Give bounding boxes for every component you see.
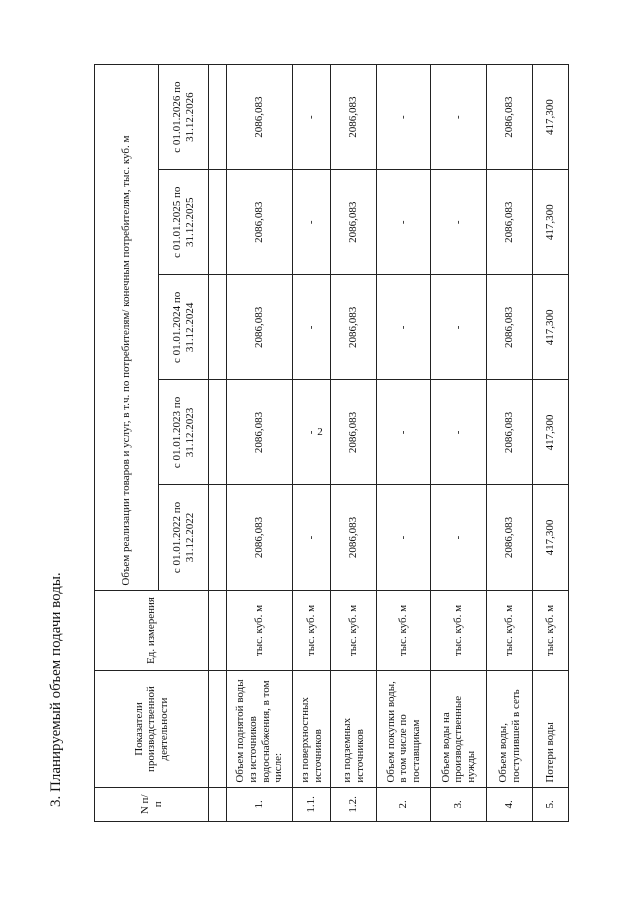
header-indicator: Показатели производственной деятельности	[95, 671, 209, 787]
rotated-page-content	[40, 52, 600, 852]
table-row	[487, 65, 533, 822]
row-value: -	[377, 170, 431, 275]
row-number: 1.2.	[331, 787, 377, 821]
row-value: 2086,083	[331, 380, 377, 485]
column-number	[209, 671, 227, 787]
column-number	[209, 275, 227, 380]
row-indicator: Объем воды на производственные нужды	[431, 671, 487, 787]
row-value: -	[377, 380, 431, 485]
row-value: -	[431, 380, 487, 485]
row-value: -	[431, 275, 487, 380]
row-value: 2086,083	[487, 485, 533, 590]
section-title: 3. Планируемый объем подачи воды.	[48, 572, 64, 807]
row-value: -	[377, 275, 431, 380]
row-number: 3.	[431, 787, 487, 821]
row-value: 2086,083	[487, 65, 533, 170]
row-value: -	[293, 380, 331, 485]
header-period: с 01.01.2023 по 31.12.2023	[159, 380, 209, 485]
row-number: 1.1.	[293, 787, 331, 821]
header-volume-group: Объем реализации товаров и услуг, в т.ч. по потребителям/ конечным потребителям, тыс. куб. м	[95, 65, 159, 591]
row-unit: тыс. куб. м	[431, 590, 487, 671]
row-number: 1.	[227, 787, 293, 821]
column-number	[209, 65, 227, 170]
column-number	[209, 787, 227, 821]
row-value: 2086,083	[331, 275, 377, 380]
column-number	[209, 485, 227, 590]
table-row	[227, 65, 293, 822]
header-period: с 01.01.2025 по 31.12.2025	[159, 170, 209, 275]
table-row	[533, 65, 569, 822]
column-number	[209, 380, 227, 485]
row-unit: тыс. куб. м	[487, 590, 533, 671]
row-unit: тыс. куб. м	[533, 590, 569, 671]
row-value: 2086,083	[227, 65, 293, 170]
table-row	[331, 65, 377, 822]
row-value: 417,300	[533, 170, 569, 275]
column-number	[209, 590, 227, 671]
table-row	[431, 65, 487, 822]
row-value: 417,300	[533, 65, 569, 170]
row-value: -	[377, 485, 431, 590]
row-indicator: из поверхностных источников	[293, 671, 331, 787]
header-period: с 01.01.2022 по 31.12.2022	[159, 485, 209, 590]
row-value: -	[293, 485, 331, 590]
header-period: с 01.01.2026 по 31.12.2026	[159, 65, 209, 170]
page-number: 2	[317, 426, 323, 438]
row-indicator: Объем поднятой воды из источников водоснабжения, в том числе:	[227, 671, 293, 787]
row-value: -	[431, 65, 487, 170]
row-value: -	[431, 170, 487, 275]
row-value: -	[293, 170, 331, 275]
row-value: 2086,083	[487, 275, 533, 380]
row-unit: тыс. куб. м	[293, 590, 331, 671]
row-number: 2.	[377, 787, 431, 821]
row-value: -	[293, 65, 331, 170]
row-value: 2086,083	[227, 380, 293, 485]
row-value: 2086,083	[227, 275, 293, 380]
table-row	[293, 65, 331, 822]
row-number: 4.	[487, 787, 533, 821]
row-value: -	[431, 485, 487, 590]
row-number: 5.	[533, 787, 569, 821]
header-n: N п/п	[95, 787, 209, 821]
row-value: 2086,083	[227, 485, 293, 590]
row-unit: тыс. куб. м	[331, 590, 377, 671]
header-period: с 01.01.2024 по 31.12.2024	[159, 275, 209, 380]
water-supply-table	[94, 64, 569, 822]
row-indicator: Объем покупки воды, в том числе по поставщикам	[377, 671, 431, 787]
row-value: -	[377, 65, 431, 170]
row-indicator: Потери воды	[533, 671, 569, 787]
header-unit: Ед. измерения	[95, 590, 209, 671]
row-value: 2086,083	[331, 485, 377, 590]
row-indicator: из подземных источников	[331, 671, 377, 787]
table-header-row	[95, 65, 159, 822]
row-unit: тыс. куб. м	[227, 590, 293, 671]
row-value: -	[293, 275, 331, 380]
row-value: 417,300	[533, 485, 569, 590]
table-row	[377, 65, 431, 822]
column-number	[209, 170, 227, 275]
row-unit: тыс. куб. м	[377, 590, 431, 671]
row-indicator: Объем воды, поступившей в сеть	[487, 671, 533, 787]
row-value: 2086,083	[487, 380, 533, 485]
column-number-row	[209, 65, 227, 822]
row-value: 417,300	[533, 380, 569, 485]
row-value: 2086,083	[331, 170, 377, 275]
row-value: 2086,083	[227, 170, 293, 275]
row-value: 2086,083	[487, 170, 533, 275]
row-value: 2086,083	[331, 65, 377, 170]
row-value: 417,300	[533, 275, 569, 380]
